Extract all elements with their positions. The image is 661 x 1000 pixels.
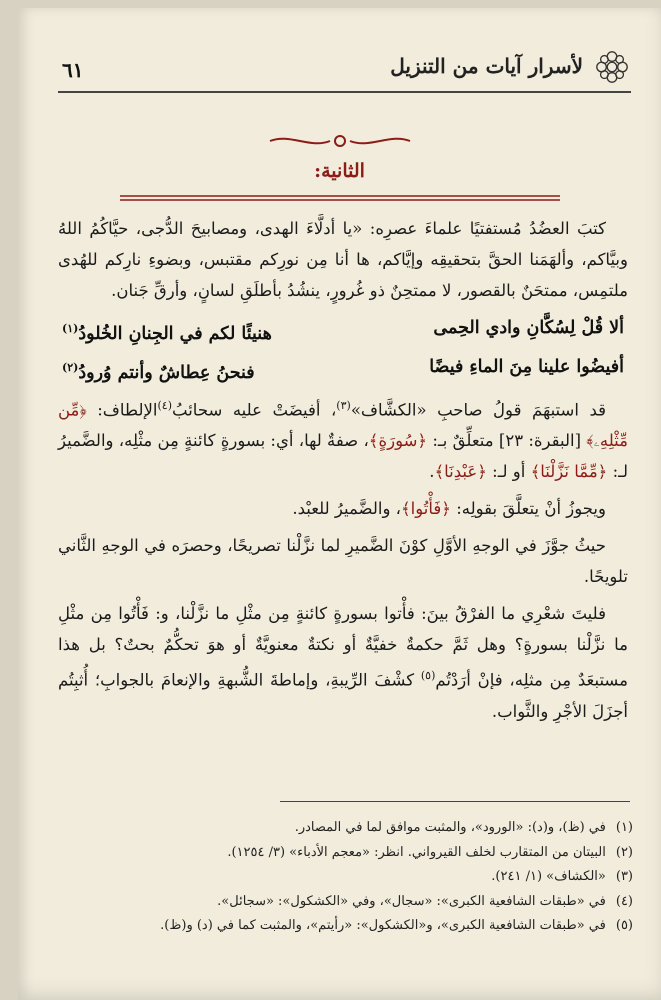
footnote-number: (٣) <box>615 869 633 884</box>
paragraph-question: كتبَ العضُدُ مُستفتيًا علماءَ عصرِه: «يا أدلَّاءَ الهدى، ومصابيحَ الدُّجى، حيَّاكُمُ اللهُ وبيَّاكم، وألهَمَنا الحقَّ بتحقيقِه وإيَّاكم، ها أنا مِن نورِكم مقتبس، وبضوءِ نارِكم للهُدى ملتمِس، ممتحَنٌ بالقصور، لا ممتحِنٌ ذو غُرورٍ، ينشُدُ بأطلَقِ لسانٍ، وأرقِّ جَنان. <box>58 219 628 300</box>
footnote <box>58 816 633 841</box>
paragraph-conclusion <box>58 598 628 727</box>
page-header <box>58 48 631 98</box>
main-text <box>58 213 628 733</box>
title-ornament-bottom <box>18 188 661 207</box>
divider-rule-icon <box>120 193 560 203</box>
quran-quote: ﴿عَبْدِنَا﴾ <box>434 462 487 482</box>
text-run: . <box>429 462 435 482</box>
text-run: فليتَ شعْرِي ما الفرْقُ بينَ: فأْتوا بسورةٍ كائنةٍ مِن مثْلِ ما نزَّلْنا، و: فَأْتُوا مِن مثْلِ ما نزَّلْنا بسورةٍ؟ وهل ثَمَّ حكمةٌ خفيَّةٌ أو نكتةٌ معنويَّةٌ أو هوَ تحكُّمٌ بحتٌ؟ بل هذا مستبعَدٌ مِن مثلِه، فإنْ أرَدْتُم <box>58 604 628 690</box>
footnote-text: في «طبقات الشافعية الكبرى»، و«الكشكول»: «رأيتم»، والمثبت كما في (د) و(ظ). <box>160 918 606 933</box>
text-run: ويجوزُ أنْ يتعلَّقَ بقولِه: <box>450 499 606 519</box>
page-number: ٦١ <box>62 58 84 82</box>
quran-quote: ﴿مِّمَّا نَزَّلْنَا﴾ <box>530 462 608 482</box>
section-title: الثانية: <box>314 160 365 182</box>
paragraph-alternative <box>58 493 628 524</box>
verse-1-second-hemistich-text: هنيئًا لكم في الجِنانِ الخُلودُ <box>78 323 272 344</box>
quran-quote: ﴿مِّن مِّثْلِهِۦ﴾ <box>58 400 628 451</box>
footnote <box>58 890 633 915</box>
flourish-icon <box>265 133 415 149</box>
paragraph-kashshaf <box>58 390 628 488</box>
footnote-text: في (ظ)، و(د): «الورود»، والمثبت موافق لما في المصادر. <box>294 820 606 835</box>
text-run: قد استبهَمَ قولُ صاحبِ «الكشَّاف» <box>350 400 606 420</box>
quran-quote: ﴿سُورَةٍ﴾ <box>368 431 428 451</box>
footnote <box>58 914 633 939</box>
text-run: أو لـ: <box>486 462 531 482</box>
footnote-number: (١) <box>615 820 633 835</box>
footnote-ref: (١) <box>62 322 79 335</box>
verse-line-2 <box>58 351 628 390</box>
footnote <box>58 841 633 866</box>
text-run: [البقرة: ٢٣] متعلِّقٌ بـ: <box>427 431 587 451</box>
text-run: ، والضَّميرُ للعبْد. <box>292 499 401 519</box>
verse-2-second-hemistich-text: فنحنُ عِطاشٌ وأنتم وُرودُ <box>78 362 255 383</box>
paragraph-explanation: حيثُ جوَّزَ في الوجهِ الأوَّلِ كوْنَ الضَّميرِ لما نزَّلْنا تصريحًا، وحصرَه في الوجهِ الثَّاني تلويحًا. <box>58 536 628 587</box>
text-run: الإلطاف: <box>86 400 158 420</box>
footnote-ref: (٣) <box>336 398 351 412</box>
title-ornament-top <box>18 133 661 153</box>
footnote-separator <box>280 801 630 802</box>
verse-2-second-hemistich <box>62 351 255 390</box>
verse-2-first-hemistich: أفيضُوا علينا مِنَ الماءِ فيضًا <box>429 356 624 377</box>
text-run: ، صفةٌ لها، أي: بسورةٍ كائنةٍ مِن مثْلِه، والضَّميرُ لـ: <box>58 431 628 482</box>
footnotes <box>58 816 633 939</box>
footnote-number: (٥) <box>615 918 633 933</box>
footnote-ref: (٤) <box>157 398 173 412</box>
footnote-ref: (٢) <box>62 360 79 374</box>
running-title: لأسرار آيات من التنزيل <box>390 54 583 78</box>
footnote-number: (٤) <box>615 893 633 909</box>
footnote-number: (٢) <box>615 844 633 860</box>
header-rule <box>58 91 631 93</box>
footnote-ref: (٥) <box>420 669 436 683</box>
verse-1-second-hemistich <box>62 312 272 351</box>
footnote-text: في «طبقات الشافعية الكبرى»: «سجال»، وفي «الكشكول»: «سجائل». <box>217 893 606 909</box>
text-run: ، أفيضَتْ عليه سحائبُ <box>172 400 337 420</box>
footnote-text: «الكشاف» (١/ ٢٤١). <box>491 869 606 884</box>
footnote-text: البيتان من المتقارب لخلف القيرواني. انظر: «معجم الأدباء» (٣/ ١٢٥٤). <box>227 844 606 860</box>
verse-1-first-hemistich: ألا قُلْ لِسُكَّانِ وادي الحِمى <box>433 318 624 338</box>
book-page <box>18 8 661 1000</box>
verse-line-1 <box>58 312 628 351</box>
rosette-ornament-icon <box>593 48 631 86</box>
text-run: كشْفَ الرِّيبةِ، وإماطةَ الشُّبهةِ والإنعامَ بالجوابِ؛ أُثبِتُم أجزَلَ الأجْرِ والثَّواب. <box>58 670 628 721</box>
footnote <box>58 865 633 890</box>
quran-quote: ﴿فَأْتُوا﴾ <box>401 499 451 519</box>
